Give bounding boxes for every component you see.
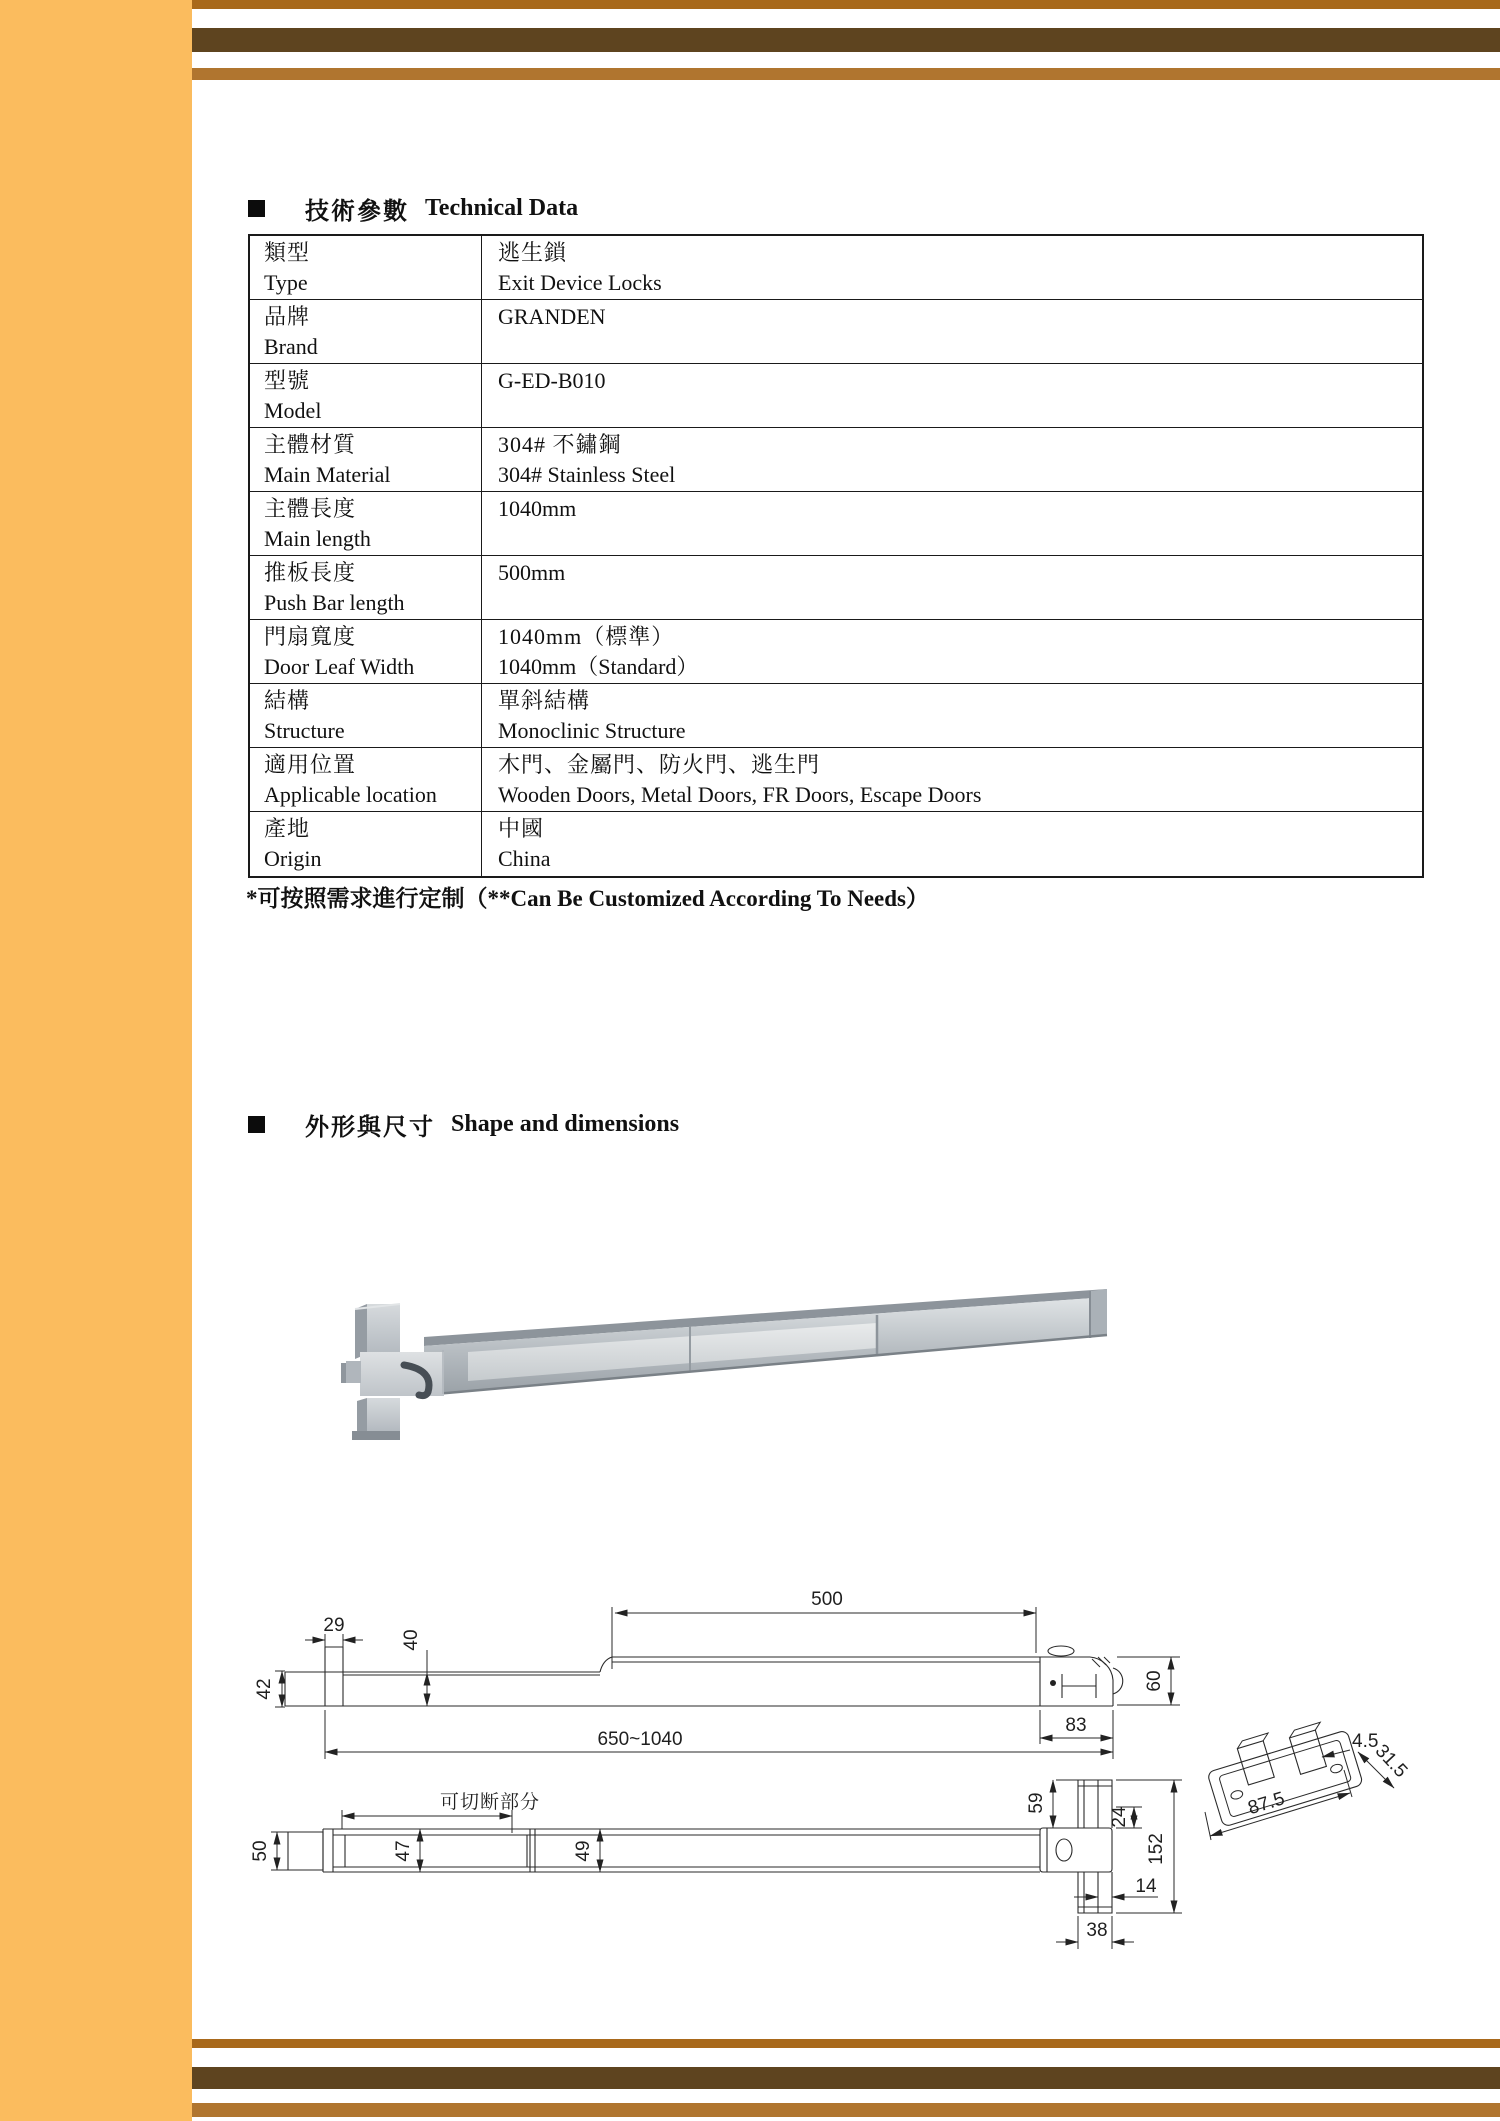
spec-label-cell	[250, 300, 482, 363]
spec-label-cell	[250, 364, 482, 427]
dim-label-24: 24	[1109, 1806, 1130, 1828]
dim-label-650-1040: 650~1040	[597, 1729, 683, 1750]
technical-data-section-header	[248, 194, 579, 225]
table-row	[250, 812, 1422, 876]
spec-label-cell	[250, 684, 482, 747]
spec-label-en: Applicable location	[264, 782, 437, 807]
spec-value-cell	[482, 492, 1422, 555]
section-bullet-icon	[248, 1116, 265, 1133]
spec-value-line2: Monoclinic Structure	[498, 718, 686, 743]
spec-value-cell	[482, 300, 1422, 363]
spec-label-en: Door Leaf Width	[264, 654, 415, 679]
spec-label-cell	[250, 492, 482, 555]
spec-value-cell	[482, 556, 1422, 619]
spec-value-line1: GRANDEN	[498, 304, 606, 329]
spec-value-line1: G-ED-B010	[498, 368, 606, 393]
dim-label-14: 14	[1135, 1876, 1157, 1897]
spec-value-line1: 304# 不鏽鋼	[498, 432, 622, 457]
photo-head-assembly	[341, 1304, 444, 1440]
spec-label-en: Type	[264, 270, 308, 295]
spec-value-line1: 1040mm	[498, 496, 577, 521]
table-row	[250, 684, 1422, 748]
spec-value-line1: 中國	[498, 816, 545, 841]
table-row	[250, 428, 1422, 492]
spec-label-zh: 類型	[264, 240, 311, 265]
spec-label-cell	[250, 812, 482, 876]
spec-label-cell	[250, 236, 482, 299]
spec-value-line1: 1040mm（標準）	[498, 624, 675, 649]
spec-label-cell	[250, 748, 482, 811]
table-row	[250, 492, 1422, 556]
table-row	[250, 236, 1422, 300]
spec-value-line1: 逃生鎖	[498, 240, 568, 265]
dim-label-83: 83	[1065, 1715, 1087, 1736]
spec-label-zh: 品牌	[264, 304, 311, 329]
spec-value-line1: 單斜結構	[498, 688, 591, 713]
spec-value-line2: Wooden Doors, Metal Doors, FR Doors, Escape Doors	[498, 782, 982, 807]
spec-label-cell	[250, 428, 482, 491]
table-row	[250, 556, 1422, 620]
dim-label-47: 47	[393, 1840, 414, 1862]
customization-footnote: *可按照需求進行定制（**Can Be Customized According To Needs）	[246, 886, 929, 911]
spec-label-zh: 主體長度	[264, 496, 357, 521]
spec-label-cell	[250, 556, 482, 619]
spec-value-cell	[482, 748, 1422, 811]
spec-value-line2: 304# Stainless Steel	[498, 462, 676, 487]
spec-label-en: Push Bar length	[264, 590, 405, 615]
dim-label-4-5: 4.5	[1352, 1731, 1379, 1752]
spec-label-en: Structure	[264, 718, 345, 743]
table-row	[250, 300, 1422, 364]
spec-value-cell	[482, 812, 1422, 876]
spec-value-cell	[482, 236, 1422, 299]
spec-value-line2: China	[498, 846, 551, 871]
dim-label-500: 500	[811, 1589, 843, 1610]
spec-value-line2: Exit Device Locks	[498, 270, 662, 295]
dim-label-152: 152	[1146, 1833, 1167, 1865]
dim-label-38: 38	[1086, 1920, 1108, 1941]
spec-value-line1: 木門、金屬門、防火門、逃生門	[498, 752, 821, 777]
spec-value-cell	[482, 428, 1422, 491]
shape-dimensions-section-header	[248, 1110, 680, 1141]
spec-value-cell	[482, 620, 1422, 683]
dim-label-50: 50	[250, 1840, 271, 1862]
table-row	[250, 748, 1422, 812]
table-row	[250, 620, 1422, 684]
strike-plate-isometric-view	[1201, 1711, 1411, 1840]
spec-label-zh: 結構	[264, 688, 311, 713]
product-photo-image	[341, 1289, 1107, 1440]
spec-label-en: Brand	[264, 334, 318, 359]
dim-label-59: 59	[1026, 1792, 1047, 1814]
spec-label-cell	[250, 620, 482, 683]
dim-label-42: 42	[254, 1678, 275, 1700]
spec-label-en: Main length	[264, 526, 371, 551]
spec-label-zh: 主體材質	[264, 432, 357, 457]
dim-label-29: 29	[323, 1615, 345, 1636]
spec-label-zh: 門扇寬度	[264, 624, 357, 649]
spec-label-zh: 適用位置	[264, 752, 357, 777]
spec-value-cell	[482, 364, 1422, 427]
spec-table	[248, 234, 1424, 878]
section-title-en: Shape and dimensions	[451, 1110, 680, 1137]
dimension-drawing-plan-view	[250, 1780, 1182, 1949]
spec-value-line1: 500mm	[498, 560, 566, 585]
spec-label-en: Main Material	[264, 462, 391, 487]
spec-label-zh: 推板長度	[264, 560, 357, 585]
dim-label-40: 40	[401, 1629, 422, 1651]
section-title-zh: 技術參數	[305, 198, 409, 225]
spec-value-line2: 1040mm（Standard）	[498, 654, 699, 679]
cuttable-part-label: 可切断部分	[440, 1792, 541, 1813]
dim-label-87-5: 87.5	[1245, 1788, 1288, 1820]
spec-label-zh: 產地	[264, 816, 311, 841]
section-title-en: Technical Data	[425, 194, 579, 221]
dim-label-49: 49	[573, 1840, 594, 1862]
section-bullet-icon	[248, 200, 265, 217]
section-title-zh: 外形與尺寸	[305, 1114, 435, 1141]
spec-label-en: Origin	[264, 846, 322, 871]
dimension-drawing-side-view	[254, 1589, 1180, 1759]
dim-label-31-5: 31.5	[1370, 1740, 1412, 1782]
dim-label-60: 60	[1144, 1670, 1165, 1692]
spec-label-zh: 型號	[264, 368, 311, 393]
spec-label-en: Model	[264, 398, 322, 423]
spec-value-cell	[482, 684, 1422, 747]
table-row	[250, 364, 1422, 428]
